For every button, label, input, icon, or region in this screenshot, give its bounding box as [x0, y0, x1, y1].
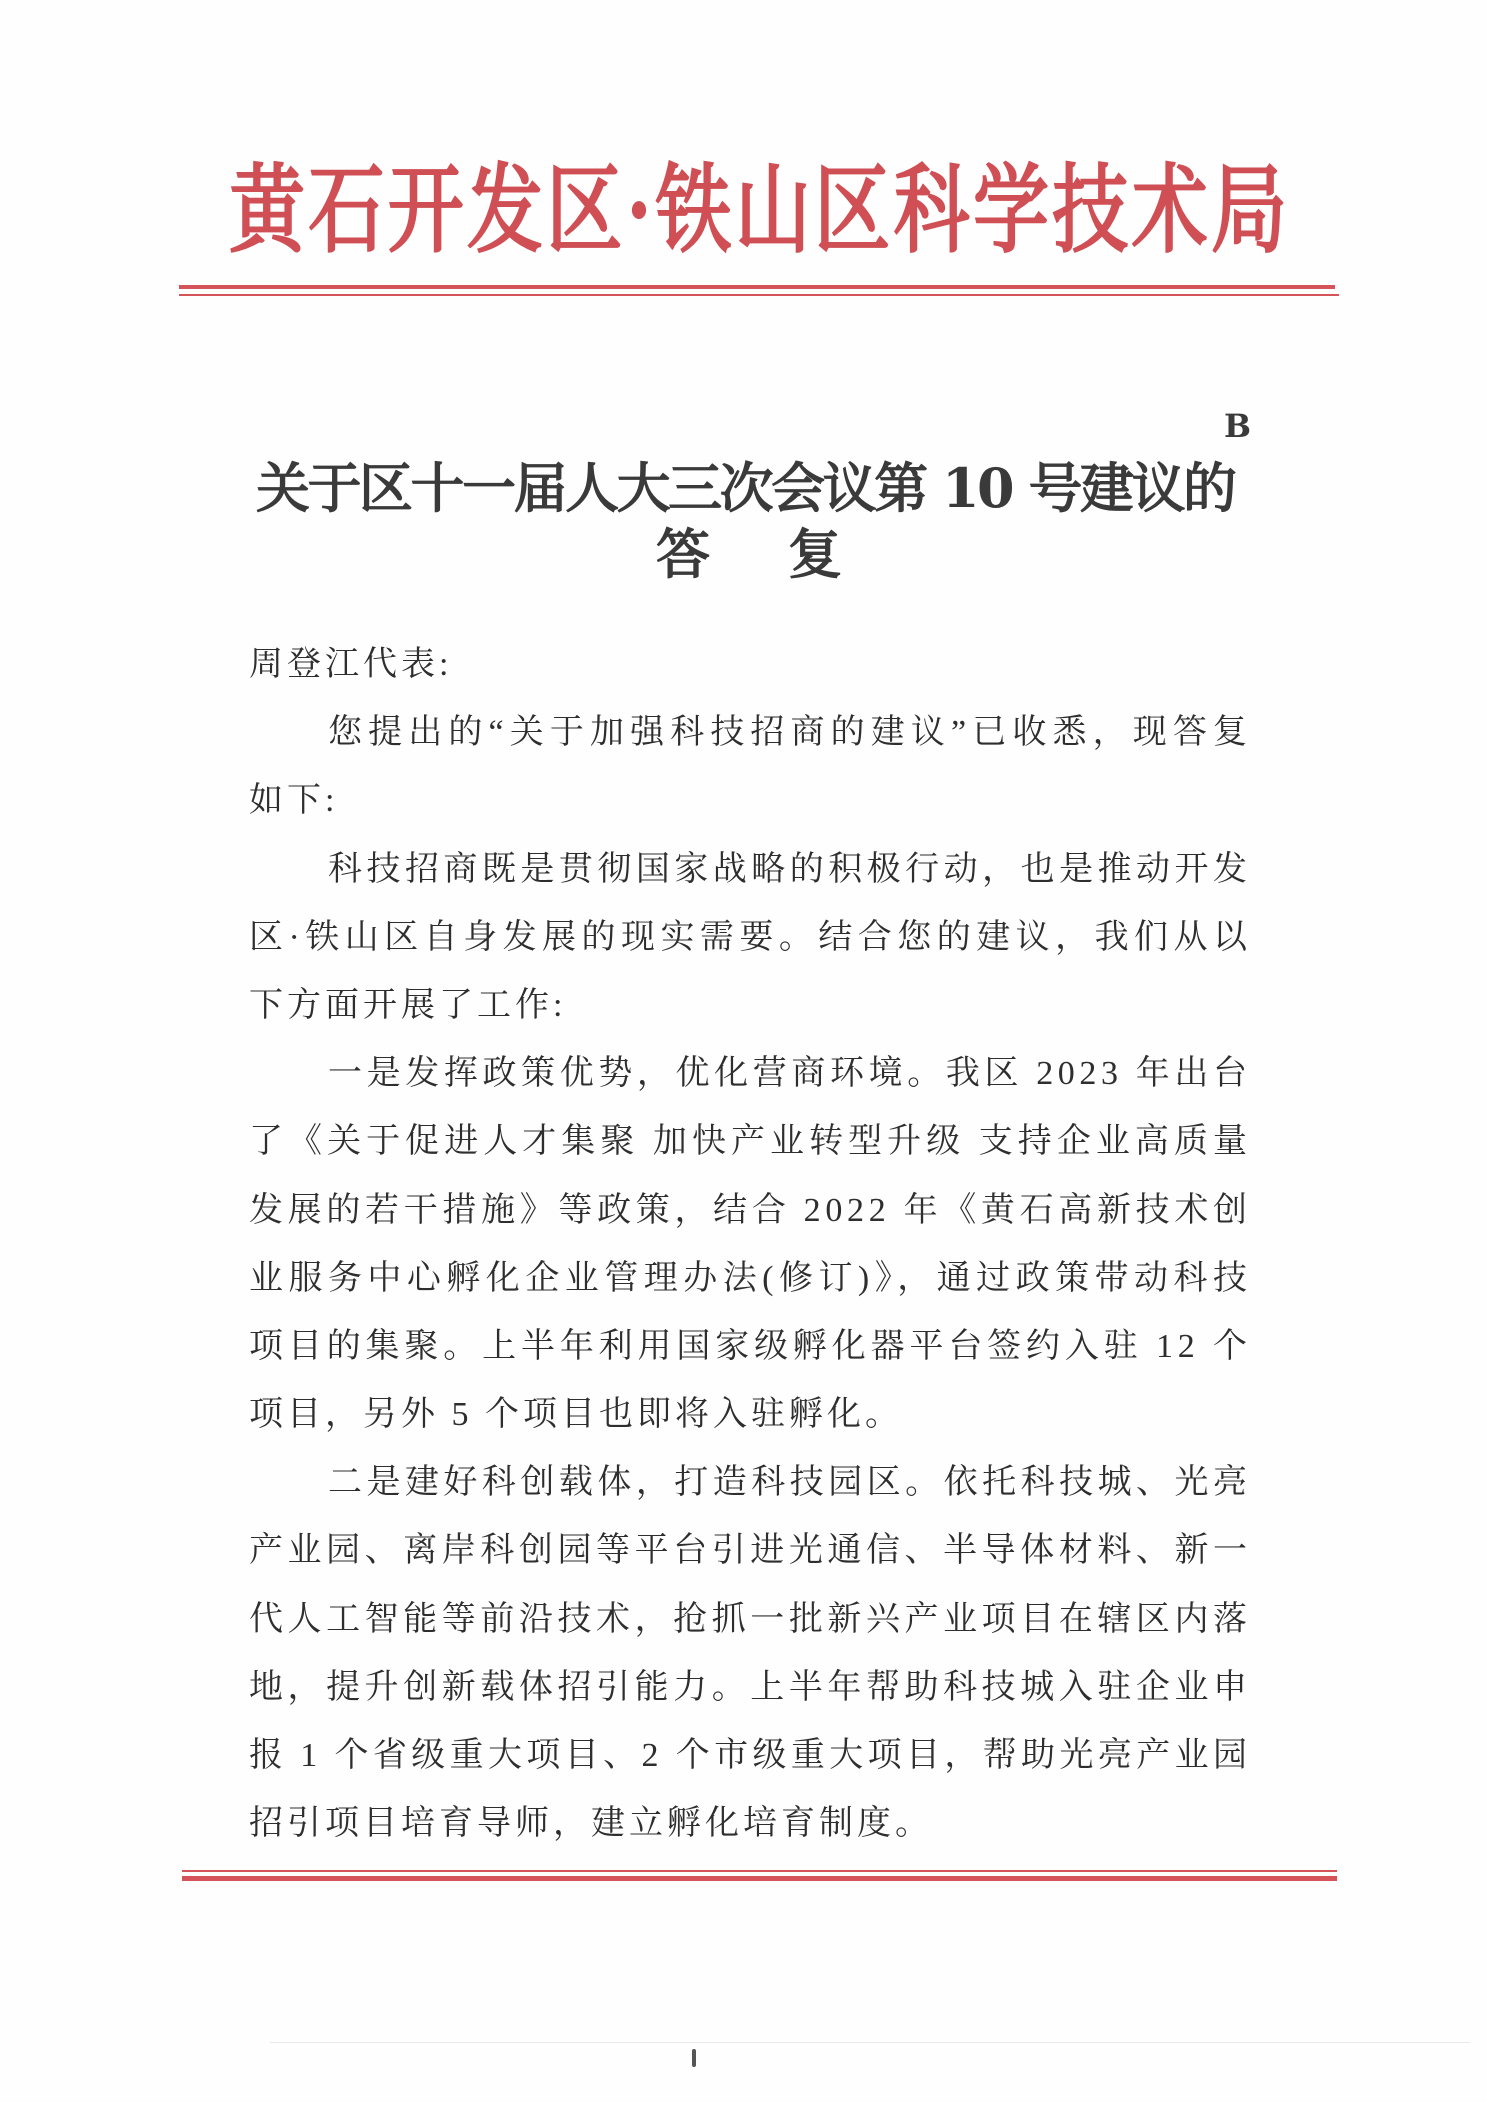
paragraph-2-line-2: [249, 904, 1253, 972]
document-title-line-2: 答复: [656, 522, 920, 586]
paragraph-2-text-3: 下方面开展了工作:: [249, 986, 567, 1024]
salutation-line: [249, 631, 1247, 699]
scan-artifact-mark: [692, 2049, 696, 2067]
paragraph-3-line-5: [249, 1313, 1252, 1381]
paragraph-4-line-1: [249, 1449, 1252, 1517]
paragraph-4-text-4: 地，提升创新载体招引能力。上半年帮助科技城入驻企业申: [249, 1668, 1252, 1706]
document-title-line-1: 关于区十一届人大三次会议第 10 号建议的: [256, 456, 1235, 520]
paragraph-3-line-6: [249, 1381, 1247, 1449]
paragraph-3-text-6: 项目，另外 5 个项目也即将入驻孵化。: [249, 1396, 903, 1434]
paragraph-3-line-3: [249, 1177, 1252, 1245]
paragraph-3-line-4: [249, 1245, 1253, 1313]
salutation: 周登江代表:: [249, 646, 453, 683]
paragraph-4-line-3: [249, 1586, 1252, 1654]
paragraph-4-line-6: [249, 1790, 1247, 1858]
paragraph-3-line-2: [249, 1108, 1253, 1176]
paragraph-3-text-4: 业服务中心孵化企业管理办法(修订)》，通过政策带动科技: [249, 1259, 1253, 1297]
paragraph-2-line-1: [249, 836, 1252, 904]
letterhead-rule-thick: [179, 285, 1335, 289]
paragraph-3-text-5: 项目的集聚。上半年利用国家级孵化器平台签约入驻 12 个: [249, 1327, 1252, 1365]
paragraph-4-line-5: [249, 1722, 1252, 1790]
scan-artifact-streak: [270, 2042, 1470, 2043]
footer-rule-thick: [182, 1876, 1337, 1881]
footer-rule-thin: [182, 1870, 1337, 1872]
paragraph-2-line-3: [249, 972, 1247, 1040]
document-body: [249, 631, 1254, 1858]
paragraph-4-text-5: 报 1 个省级重大项目、2 个市级重大项目，帮助光亮产业园: [249, 1737, 1252, 1774]
paragraph-1-text-2: 如下:: [249, 782, 339, 820]
paragraph-3-text-1: 一是发挥政策优势，优化营商环境。我区 2023 年出台: [328, 1055, 1252, 1093]
paragraph-1-text-1: 您提出的“关于加强科技招商的建议”已收悉，现答复: [328, 714, 1254, 752]
paragraph-4-line-2: [249, 1517, 1252, 1585]
paragraph-1-line-2: [249, 767, 1247, 835]
paragraph-2-text-2: 区·铁山区自身发展的现实需要。结合您的建议，我们从以: [249, 918, 1253, 956]
document-mark: B: [1224, 407, 1252, 445]
paragraph-4-text-3: 代人工智能等前沿技术，抢抓一批新兴产业项目在辖区内落: [249, 1600, 1252, 1638]
letterhead-rule-thin: [179, 294, 1339, 296]
paragraph-4-text-1: 二是建好科创载体，打造科技园区。依托科技城、光亮: [328, 1464, 1252, 1502]
paragraph-4-text-6: 招引项目培育导师，建立孵化培育制度。: [249, 1805, 933, 1843]
paragraph-4-line-4: [249, 1654, 1252, 1722]
paragraph-1-line-1: [249, 699, 1254, 767]
paragraph-4-text-2: 产业园、离岸科创园等平台引进光通信、半导体材料、新一: [249, 1532, 1252, 1570]
paragraph-2-text-1: 科技招商既是贯彻国家战略的积极行动，也是推动开发: [328, 850, 1252, 888]
letterhead-org-name: 黄石开发区·铁山区科学技术局: [229, 153, 1291, 267]
paragraph-3-text-2: 了《关于促进人才集聚 加快产业转型升级 支持企业高质量: [249, 1123, 1253, 1161]
letterhead: [229, 153, 1291, 267]
paragraph-3-line-1: [249, 1040, 1252, 1108]
paragraph-3-text-3: 发展的若干措施》等政策，结合 2022 年《黄石高新技术创: [249, 1191, 1252, 1229]
